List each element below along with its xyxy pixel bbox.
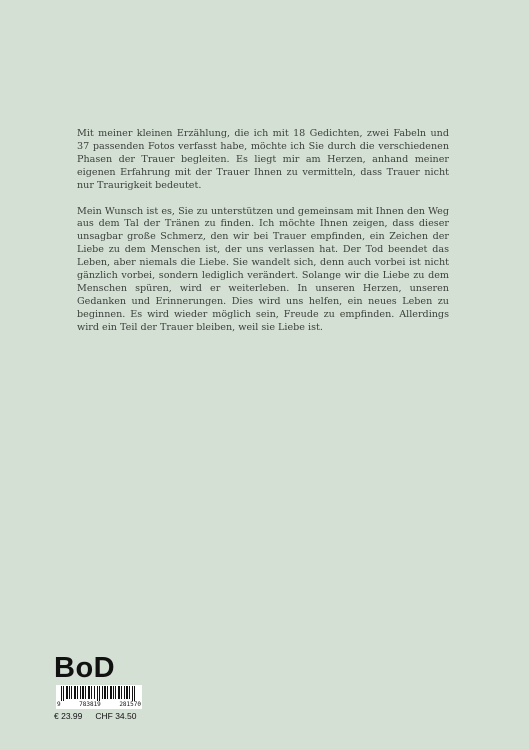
price-eur: € 23.99 [54, 711, 83, 721]
price-line [54, 711, 136, 721]
blurb-paragraph-1: Mit meiner kleinen Erzählung, die ich mit 18 Gedichten, zwei Fabeln und 37 passenden Fotos verfasst habe, möchte ich Sie durch die verschiedenen Phasen der Trauer begleiten. Es liegt mir am Herzen, anhand meiner eigenen Erfahrung mit der Trauer Ihnen zu vermitteln, dass Trauer nicht nur Traurigkeit bedeutet. [77, 128, 449, 191]
barcode-bars-icon [58, 686, 140, 701]
blurb-paragraph-2: Mein Wunsch ist es, Sie zu unterstützen und gemeinsam mit Ihnen den Weg aus dem Tal der Tränen zu finden. Ich möchte Ihnen zeigen, dass dieser unsagbar große Schmerz, den wir bei Trauer empfinden, ein Zeichen der Liebe zu dem Menschen ist, der uns verlassen hat. Der Tod beendet das Leben, aber niemals die Liebe. Sie wandelt sich, denn auch vorbei ist nicht gänzlich vorbei, sondern lediglich verändert. Solange wir die Liebe zu dem Menschen spüren, wird er weiterleben. In unseren Herzen, unseren Gedanken und Erinnerungen. Dies wird uns helfen, ein neues Leben zu beginnen. Es wird wieder möglich sein, Freude zu empfinden. Allerdings wird ein Teil der Trauer bleiben, weil sie Liebe ist. [77, 205, 449, 333]
isbn-prefix: 9 [57, 701, 61, 708]
blurb-text [77, 128, 449, 348]
isbn-number [56, 701, 142, 708]
isbn-group-1: 783819 [79, 701, 101, 708]
publisher-logo: BoD [54, 652, 116, 684]
isbn-barcode [56, 685, 142, 709]
isbn-group-2: 281570 [119, 701, 141, 708]
price-chf: CHF 34.50 [95, 711, 137, 721]
